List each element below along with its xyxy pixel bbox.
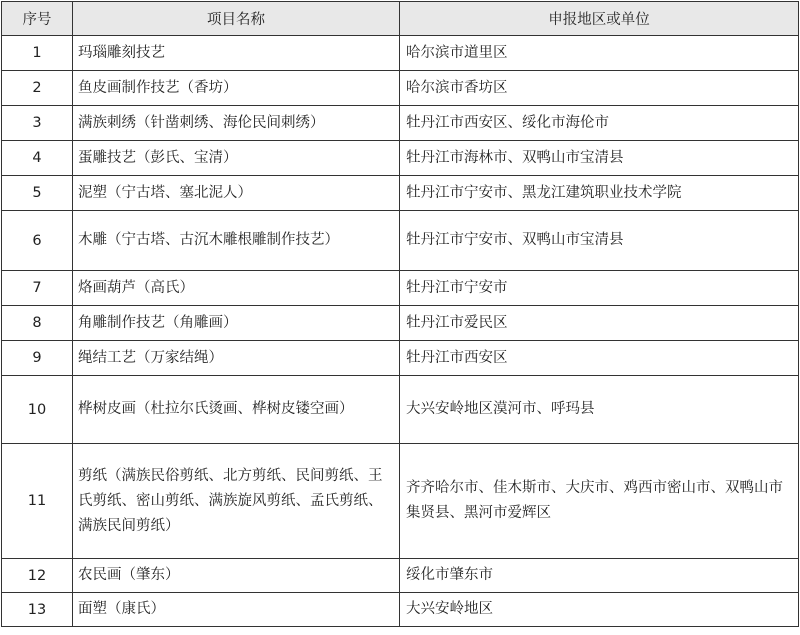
row-applicant-region: 哈尔滨市道里区 bbox=[400, 36, 799, 71]
table-header-row bbox=[2, 2, 799, 36]
table-row bbox=[2, 341, 799, 376]
row-applicant-region: 绥化市肇东市 bbox=[400, 559, 799, 593]
row-applicant-region: 牡丹江市西安区、绥化市海伦市 bbox=[400, 106, 799, 141]
table-row bbox=[2, 71, 799, 106]
row-applicant-region: 哈尔滨市香坊区 bbox=[400, 71, 799, 106]
row-serial-number: 6 bbox=[2, 211, 73, 271]
row-serial-number: 12 bbox=[2, 559, 73, 593]
row-applicant-region: 齐齐哈尔市、佳木斯市、大庆市、鸡西市密山市、双鸭山市集贤县、黑河市爱辉区 bbox=[400, 444, 799, 559]
row-serial-number: 10 bbox=[2, 376, 73, 444]
row-applicant-region: 牡丹江市爱民区 bbox=[400, 306, 799, 341]
row-serial-number: 8 bbox=[2, 306, 73, 341]
heritage-project-table bbox=[1, 1, 799, 627]
row-project-name: 绳结工艺（万家结绳） bbox=[73, 341, 400, 376]
header-project-name: 项目名称 bbox=[73, 2, 400, 36]
header-serial-number: 序号 bbox=[2, 2, 73, 36]
table-row bbox=[2, 376, 799, 444]
row-project-name: 木雕（宁古塔、古沉木雕根雕制作技艺） bbox=[73, 211, 400, 271]
row-applicant-region: 牡丹江市海林市、双鸭山市宝清县 bbox=[400, 141, 799, 176]
row-serial-number: 3 bbox=[2, 106, 73, 141]
header-applicant-region: 申报地区或单位 bbox=[400, 2, 799, 36]
row-project-name: 玛瑙雕刻技艺 bbox=[73, 36, 400, 71]
row-serial-number: 11 bbox=[2, 444, 73, 559]
row-serial-number: 5 bbox=[2, 176, 73, 211]
row-project-name: 角雕制作技艺（角雕画） bbox=[73, 306, 400, 341]
row-project-name: 泥塑（宁古塔、塞北泥人） bbox=[73, 176, 400, 211]
row-applicant-region: 牡丹江市宁安市、双鸭山市宝清县 bbox=[400, 211, 799, 271]
table-row bbox=[2, 106, 799, 141]
table-row bbox=[2, 211, 799, 271]
row-applicant-region: 牡丹江市宁安市 bbox=[400, 271, 799, 306]
row-serial-number: 1 bbox=[2, 36, 73, 71]
table-row bbox=[2, 271, 799, 306]
row-project-name: 桦树皮画（杜拉尔氏烫画、桦树皮镂空画） bbox=[73, 376, 400, 444]
row-applicant-region: 大兴安岭地区 bbox=[400, 593, 799, 627]
row-serial-number: 13 bbox=[2, 593, 73, 627]
table-row bbox=[2, 306, 799, 341]
row-applicant-region: 大兴安岭地区漠河市、呼玛县 bbox=[400, 376, 799, 444]
row-serial-number: 2 bbox=[2, 71, 73, 106]
row-project-name: 满族刺绣（针凿刺绣、海伦民间刺绣） bbox=[73, 106, 400, 141]
table-row bbox=[2, 444, 799, 559]
table-row bbox=[2, 593, 799, 627]
row-applicant-region: 牡丹江市西安区 bbox=[400, 341, 799, 376]
row-project-name: 农民画（肇东） bbox=[73, 559, 400, 593]
row-applicant-region: 牡丹江市宁安市、黑龙江建筑职业技术学院 bbox=[400, 176, 799, 211]
table-row bbox=[2, 141, 799, 176]
table-row bbox=[2, 559, 799, 593]
row-project-name: 剪纸（满族民俗剪纸、北方剪纸、民间剪纸、王氏剪纸、密山剪纸、满族旋风剪纸、孟氏剪纸、满族民间剪纸） bbox=[73, 444, 400, 559]
row-project-name: 烙画葫芦（高氏） bbox=[73, 271, 400, 306]
row-project-name: 鱼皮画制作技艺（香坊） bbox=[73, 71, 400, 106]
row-serial-number: 9 bbox=[2, 341, 73, 376]
table-row bbox=[2, 176, 799, 211]
row-project-name: 蛋雕技艺（彭氏、宝清） bbox=[73, 141, 400, 176]
row-project-name: 面塑（康氏） bbox=[73, 593, 400, 627]
row-serial-number: 4 bbox=[2, 141, 73, 176]
table-row bbox=[2, 36, 799, 71]
row-serial-number: 7 bbox=[2, 271, 73, 306]
